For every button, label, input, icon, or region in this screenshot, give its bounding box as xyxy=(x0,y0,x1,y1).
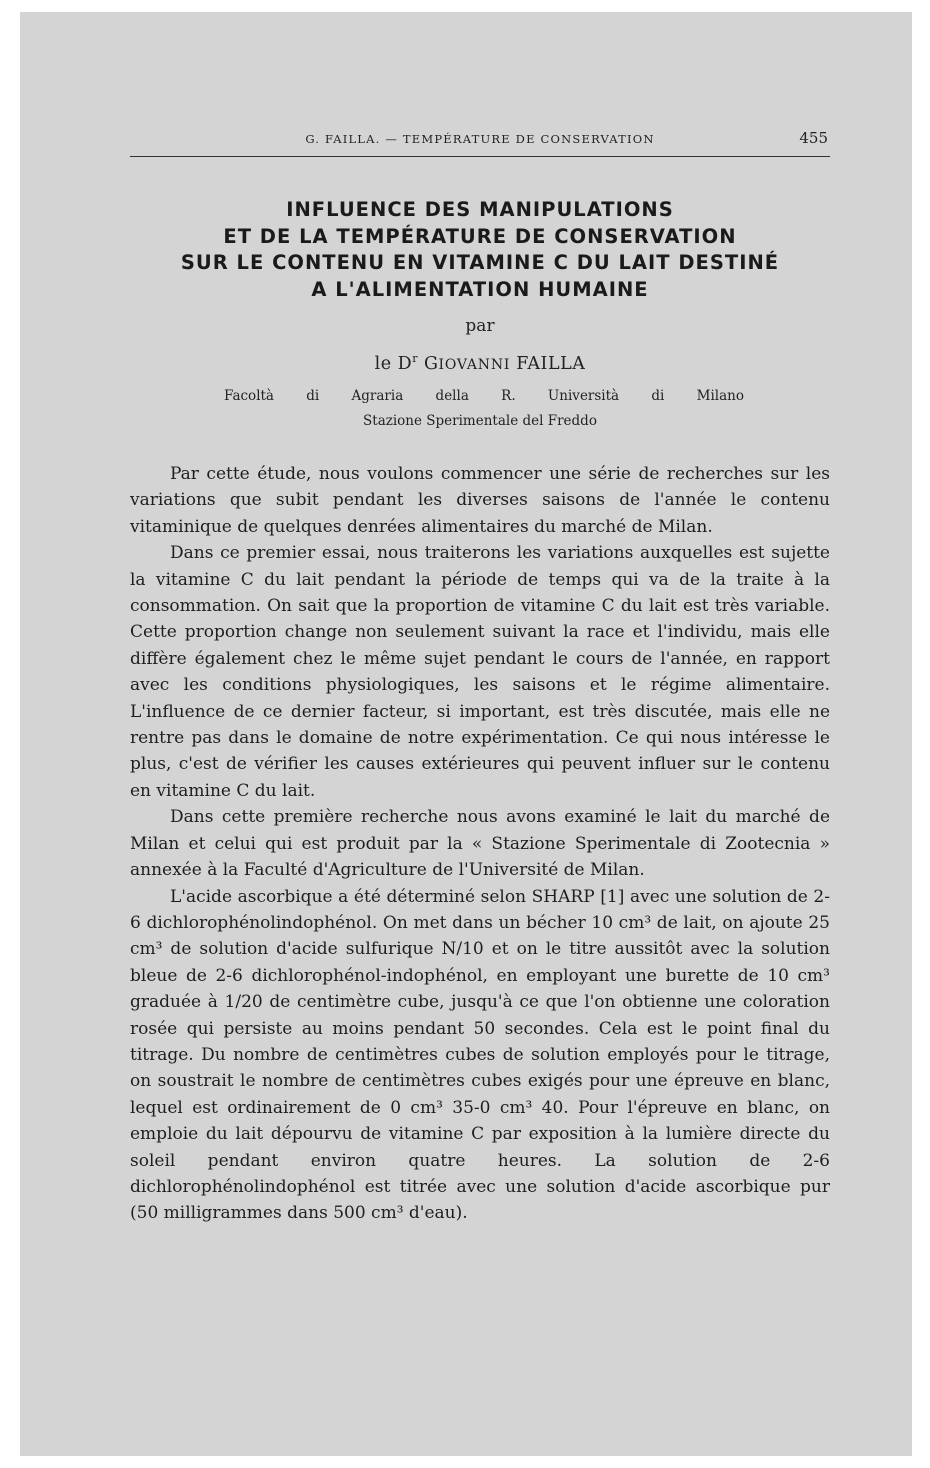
affiliation-line-1: Facoltà di Agraria della R. Università di Milano xyxy=(224,388,744,404)
body-paragraph: Par cette étude, nous voulons commencer une série de recherches sur les variations que subit pendant les diverses saisons de l'année le contenu vitaminique de quelques denrées alimentaires du marché de Milan. xyxy=(130,464,830,537)
author-first-name xyxy=(424,354,510,374)
first-name-rest: IOVANNI xyxy=(438,356,511,373)
author-line xyxy=(130,352,830,374)
running-head-text: G. FAILLA. — TEMPÉRATURE DE CONSERVATION xyxy=(305,132,655,146)
author-last-name: FAILLA xyxy=(516,353,586,374)
author-prefix-sup: r xyxy=(412,352,418,365)
running-head xyxy=(130,129,830,151)
affiliation-line-2: Stazione Sperimentale del Freddo xyxy=(363,413,597,429)
title-line: A L'ALIMENTATION HUMAINE xyxy=(311,277,649,301)
scanned-page xyxy=(20,12,912,1456)
title-line: INFLUENCE DES MANIPULATIONS xyxy=(286,198,674,221)
body-paragraph: L'acide ascorbique a été déterminé selon SHARP [1] avec une solution de 2-6 dichlorophénolindophénol. On met dans un bécher 10 cm³ de lait, on ajoute 25 cm³ de solution d'acide sulfurique N/10 et on le titre aussitôt avec la solution bleue de 2-6 dichlorophénol-indophénol, en employant une burette de 10 cm³ graduée à 1/20 de centimètre cube, jusqu'à ce que l'on obtienne une coloration rosée qui persiste au moins pendant 50 secondes. Cela est le point final du titrage. Du nombre de centimètres cubes de solution employés pour le titrage, on soustrait le nombre de centimètres cubes exigés pour une épreuve en blanc, lequel est ordinairement de 0 cm³ 35-0 cm³ 40. Pour l'épreuve en blanc, on emploie du lait dépourvu de vitamine C par exposition à la lumière directe du soleil pendant environ quatre heures. La solution de 2-6 dichlorophénolindophénol est titrée avec une solution d'acide ascorbique pur (50 milligrammes dans 500 cm³ d'eau). xyxy=(130,886,830,1224)
article-title xyxy=(130,197,830,303)
byline-par: par xyxy=(465,316,495,336)
author-prefix: le D xyxy=(374,353,413,374)
body-paragraph: Dans ce premier essai, nous traiterons les variations auxquelles est sujette la vitamine C du lait pendant la période de temps qui va de la traite à la consommation. On sait que la proportion de vitamine C du lait est très variable. Cette proportion change non seulement suivant la race et l'individu, mais elle diffère également chez le même sujet pendant le cours de l'année, en rapport avec les conditions physiologiques, les saisons et le régime alimentaire. L'influence de ce dernier facteur, si important, est très discutée, mais elle ne rentre pas dans le domaine de notre expérimentation. Ce qui nous intéresse le plus, c'est de vérifier les causes extérieures qui peuvent influer sur le contenu en vitamine C du lait. xyxy=(130,543,830,801)
first-name-initial: G xyxy=(424,353,439,374)
page-number: 455 xyxy=(799,129,828,147)
header-rule xyxy=(130,156,830,157)
body-paragraph: Dans cette première recherche nous avons examiné le lait du marché de Milan et celui qui est produit par la « Stazione Sperimentale di Zootecnia » annexée à la Faculté d'Agriculture de l'Université de Milan. xyxy=(130,807,830,881)
title-line: ET DE LA TEMPÉRATURE DE CONSERVATION xyxy=(223,224,737,248)
title-line: SUR LE CONTENU EN VITAMINE C DU LAIT DESTINÉ xyxy=(180,251,780,274)
article-body xyxy=(130,461,830,1227)
